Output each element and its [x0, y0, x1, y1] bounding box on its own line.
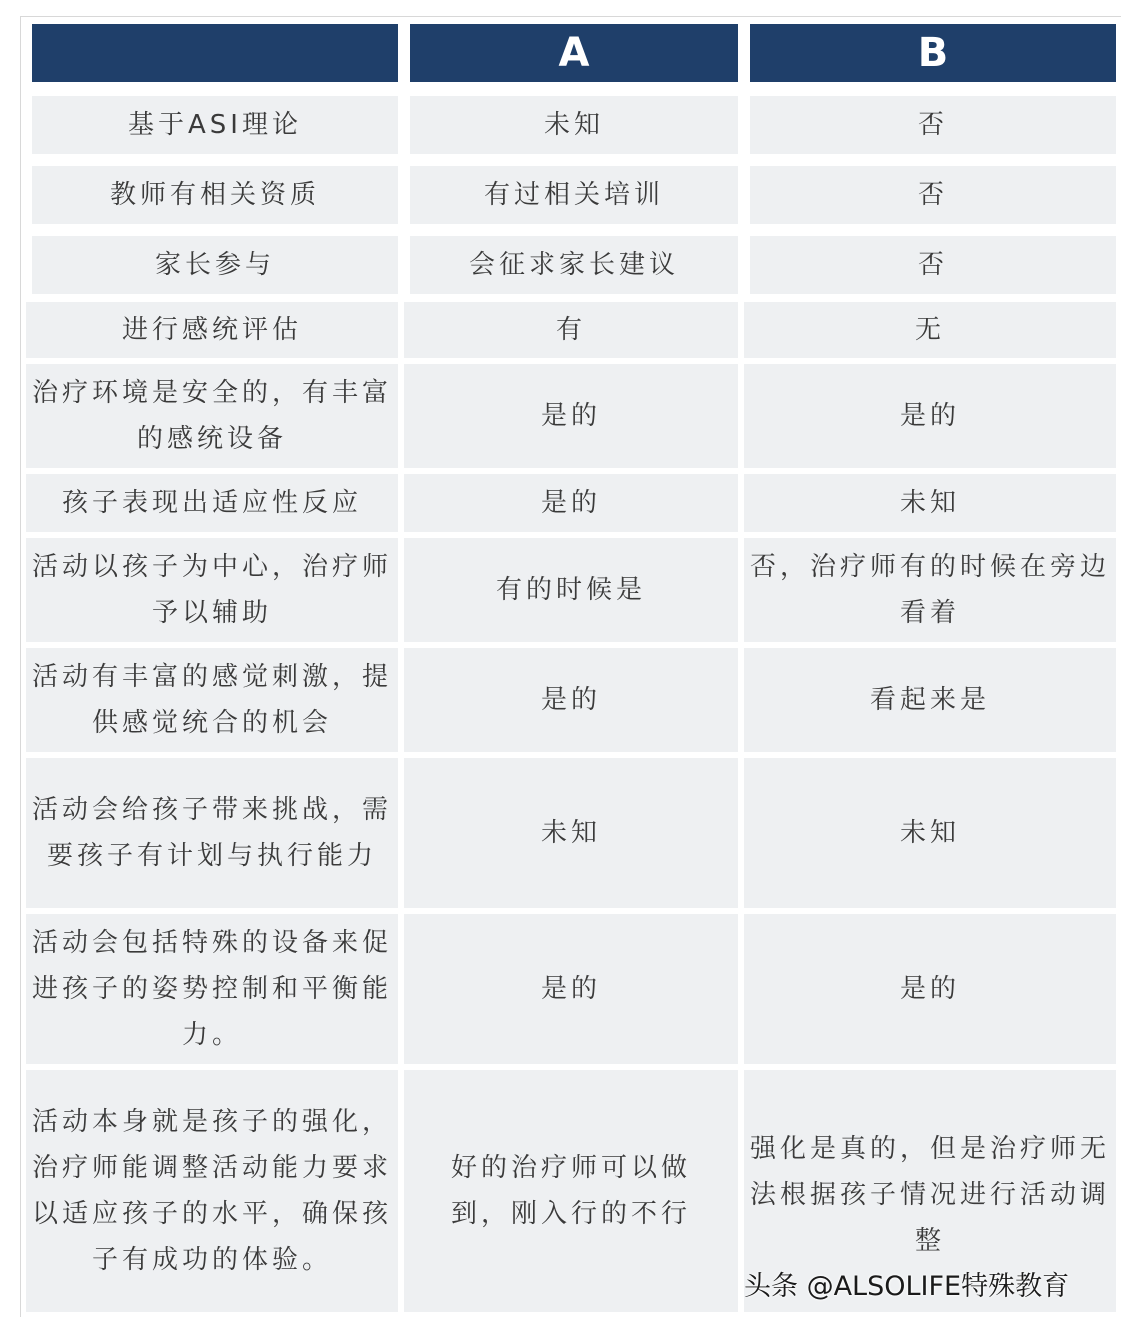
table-row-value-a: 未知 — [404, 758, 738, 908]
table-row-value-b: 无 — [744, 302, 1116, 358]
table-row-value-b: 未知 — [744, 474, 1116, 532]
table-row-value-b: 看起来是 — [744, 648, 1116, 752]
table-row-value-a: 好的治疗师可以做到，刚入行的不行 — [404, 1070, 738, 1312]
table-row-criterion: 活动会给孩子带来挑战，需要孩子有计划与执行能力 — [26, 758, 398, 908]
table-row-value-a: 未知 — [410, 96, 738, 154]
header-cell-b: B — [750, 24, 1116, 82]
table-row-criterion: 活动有丰富的感觉刺激，提供感觉统合的机会 — [26, 648, 398, 752]
table-row-criterion: 教师有相关资质 — [32, 166, 398, 224]
table-row-value-a: 是的 — [404, 648, 738, 752]
table-row-criterion: 活动以孩子为中心，治疗师予以辅助 — [26, 538, 398, 642]
table-row-criterion: 家长参与 — [32, 236, 398, 294]
table-row-criterion: 孩子表现出适应性反应 — [26, 474, 398, 532]
table-row-value-b: 否，治疗师有的时候在旁边看着 — [744, 538, 1116, 642]
table-row-value-a: 会征求家长建议 — [410, 236, 738, 294]
table-row-value-b: 强化是真的，但是治疗师无法根据孩子情况进行活动调整 — [744, 1070, 1116, 1312]
table-row-criterion: 治疗环境是安全的，有丰富的感统设备 — [26, 364, 398, 468]
table-row-value-a: 有的时候是 — [404, 538, 738, 642]
table-row-value-b: 是的 — [744, 914, 1116, 1064]
table-row-value-a: 有过相关培训 — [410, 166, 738, 224]
table-row-value-b: 是的 — [744, 364, 1116, 468]
table-row-criterion: 活动本身就是孩子的强化，治疗师能调整活动能力要求以适应孩子的水平，确保孩子有成功的体验。 — [26, 1070, 398, 1312]
source-watermark: 头条 @ALSOLIFE特殊教育 — [744, 1271, 1070, 1302]
table-row-criterion: 活动会包括特殊的设备来促进孩子的姿势控制和平衡能力。 — [26, 914, 398, 1064]
header-cell-a: A — [410, 24, 738, 82]
table-row-value-a: 是的 — [404, 364, 738, 468]
table-row-value-b: 否 — [750, 96, 1116, 154]
table-row-value-a: 是的 — [404, 474, 738, 532]
table-row-value-b: 否 — [750, 236, 1116, 294]
table-row-criterion: 基于ASI理论 — [32, 96, 398, 154]
table-row-criterion: 进行感统评估 — [26, 302, 398, 358]
table-row-value-a: 有 — [404, 302, 738, 358]
header-cell-blank — [32, 24, 398, 82]
table-row-value-a: 是的 — [404, 914, 738, 1064]
table-row-value-b: 否 — [750, 166, 1116, 224]
table-row-value-b: 未知 — [744, 758, 1116, 908]
